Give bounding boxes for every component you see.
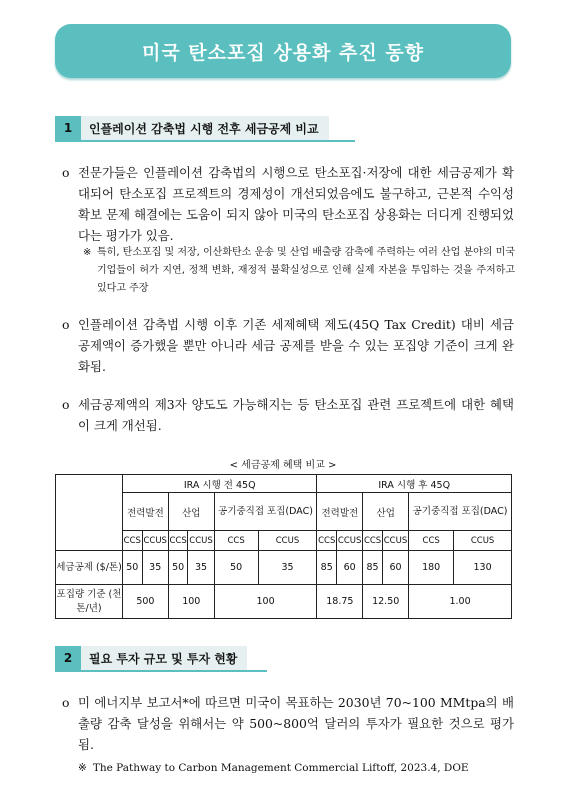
table-cell: 12.50 [363, 585, 409, 619]
paragraph-text: 세금공제액의 제3자 양도도 가능해지는 등 탄소포집 관련 프로젝트에 대한 혜택이 크게 개선됨. [78, 397, 514, 433]
table-cell: 85 [363, 551, 383, 585]
table-subheader: 산업 [168, 493, 214, 531]
table-col-header: CCUS [382, 531, 408, 551]
section-underline [55, 140, 355, 142]
table-col-header: CCS [168, 531, 188, 551]
bullet-mark: o [62, 397, 70, 412]
paragraph-3 [62, 394, 514, 436]
table-row [56, 551, 512, 585]
table-cell: 50 [168, 551, 188, 585]
table-group-header: IRA 시행 전 45Q [123, 475, 317, 493]
table-cell: 60 [382, 551, 408, 585]
table-row-label: 세금공제 ($/톤) [56, 551, 123, 585]
table-cell: 50 [214, 551, 258, 585]
section-heading-2 [55, 646, 247, 670]
table-cell: 35 [142, 551, 168, 585]
table-cell: 50 [123, 551, 143, 585]
table-row [56, 531, 512, 551]
table-row [56, 475, 512, 493]
table-subheader: 전력발전 [317, 493, 363, 531]
table-cell: 60 [337, 551, 363, 585]
table-cell: 18.75 [317, 585, 363, 619]
table-group-header: IRA 시행 후 45Q [317, 475, 512, 493]
table-col-header: CCS [123, 531, 143, 551]
note-mark: ※ [78, 762, 87, 774]
table-col-header: CCUS [337, 531, 363, 551]
table-subheader: 산업 [363, 493, 409, 531]
note-mark: ※ [83, 247, 92, 258]
table-cell: 100 [214, 585, 317, 619]
table-row [56, 585, 512, 619]
bullet-mark: o [62, 317, 70, 332]
table-col-header: CCUS [142, 531, 168, 551]
table-cell: 1.00 [409, 585, 512, 619]
note-text: 특히, 탄소포집 및 저장, 이산화탄소 운송 및 산업 배출량 감축에 주력하는 여러 산업 분야의 미국 기업들이 허가 지연, 정책 변화, 재정적 불확실성으로 인해 실제 자본을 투입하는 것을 주저하고 있다고 주장 [97, 247, 515, 294]
table-row-label: 포집량 기준 (천톤/년) [56, 585, 123, 619]
table-cell: 35 [258, 551, 317, 585]
paragraph-4 [62, 692, 514, 755]
table-col-header: CCUS [454, 531, 512, 551]
table-col-header: CCS [409, 531, 454, 551]
bullet-mark: o [62, 165, 70, 180]
section-label: 필요 투자 규모 및 투자 현황 [81, 646, 247, 670]
paragraph-text: 인플레이션 감축법 시행 이후 기존 세제혜택 제도(45Q Tax Credit) 대비 세금 공제액이 증가했을 뿐만 아니라 세금 공제를 받을 수 있는 포집양 기준이 크게 완화됨. [78, 317, 514, 374]
table-col-header: CCS [214, 531, 258, 551]
table-corner-cell [56, 475, 123, 551]
footnote-text: The Pathway to Carbon Management Commercial Liftoff, 2023.4, DOE [92, 762, 469, 774]
table-row [56, 493, 512, 531]
paragraph-1 [62, 162, 514, 246]
table-col-header: CCS [317, 531, 337, 551]
paragraph-text: 전문가들은 인플레이션 감축법의 시행으로 탄소포집·저장에 대한 세금공제가 확대되어 탄소포집 프로젝트의 경제성이 개선되었음에도 불구하고, 근본적 수익성 확보 문제 해결에는 도움이 되지 않아 미국의 탄소포집 상용화는 더디게 진행되었다는 평가가 있음. [78, 165, 514, 243]
paragraph-2 [62, 314, 514, 377]
page-title-text: 미국 탄소포집 상용화 추진 동향 [141, 41, 425, 64]
section-number: 2 [55, 646, 81, 670]
table-cell: 85 [317, 551, 337, 585]
table-col-header: CCUS [258, 531, 317, 551]
table-cell: 130 [454, 551, 512, 585]
note-1 [83, 244, 515, 298]
table-caption: < 세금공제 혜택 비교 > [229, 460, 337, 471]
section-underline [55, 670, 267, 672]
page-title [55, 24, 511, 78]
section-number: 1 [55, 116, 81, 140]
tax-credit-table [55, 474, 512, 619]
bullet-mark: o [62, 695, 70, 710]
table-cell: 100 [168, 585, 214, 619]
table-subheader: 공기중직접 포집(DAC) [409, 493, 512, 531]
table-col-header: CCS [363, 531, 383, 551]
paragraph-text: 미 에너지부 보고서*에 따르면 미국이 목표하는 2030년 70~100 MMtpa의 배출량 감축 달성을 위해서는 약 500~800억 달러의 투자가 필요한 것으로 평가됨. [78, 695, 514, 752]
section-heading-1 [55, 116, 329, 140]
table-subheader: 공기중직접 포집(DAC) [214, 493, 317, 531]
table-subheader: 전력발전 [123, 493, 169, 531]
table-cell: 180 [409, 551, 454, 585]
section-label: 인플레이션 감축법 시행 전후 세금공제 비교 [81, 116, 329, 140]
table-cell: 35 [188, 551, 214, 585]
table-cell: 500 [123, 585, 169, 619]
table-col-header: CCUS [188, 531, 214, 551]
footnote [78, 762, 528, 774]
